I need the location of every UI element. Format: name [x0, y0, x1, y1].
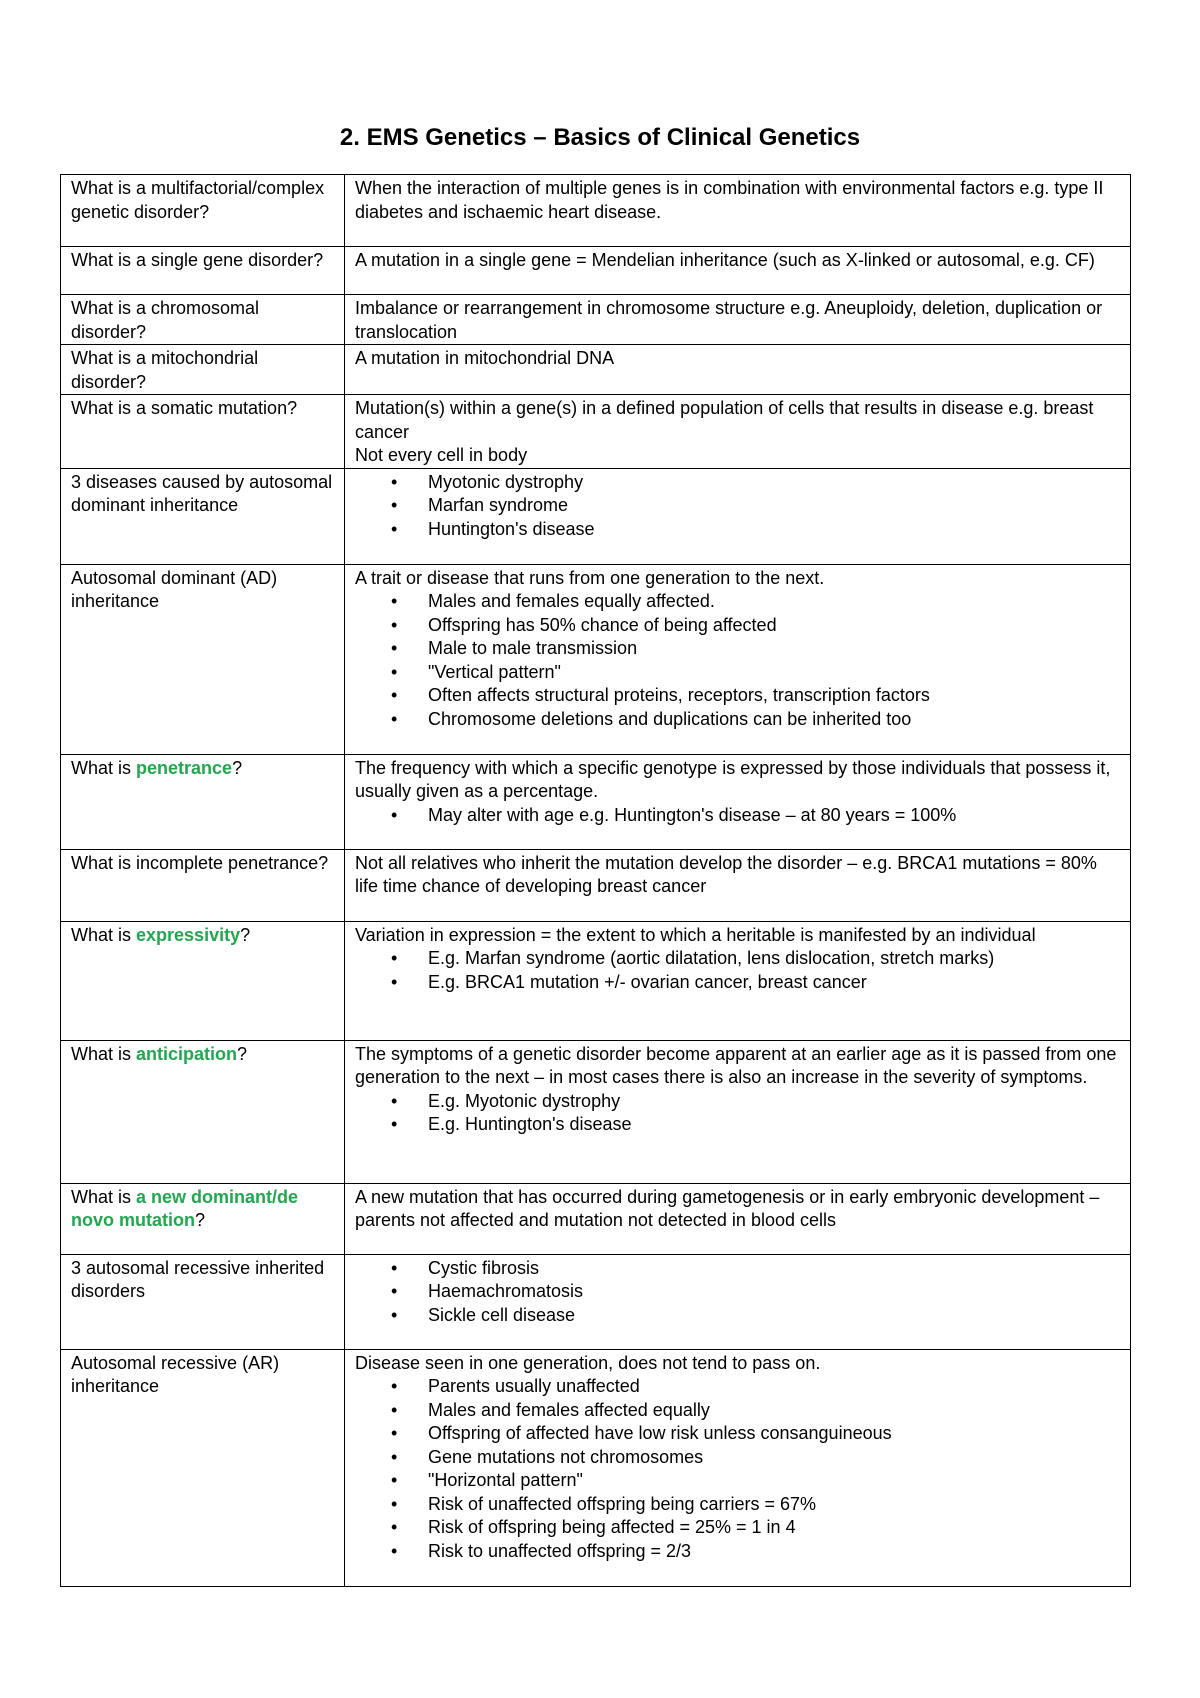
question-text: What is a mitochondrial disorder? — [71, 348, 259, 392]
answer-cell — [345, 921, 1131, 1040]
key-term: a new dominant/de novo mutation — [71, 1186, 299, 1230]
question-cell — [61, 468, 345, 564]
table-row — [61, 1183, 1131, 1254]
answer-text: A mutation in mitochondrial DNA — [355, 348, 615, 368]
genetics-table — [60, 174, 1131, 1587]
question-cell — [61, 295, 345, 345]
list-item: • E.g. Huntington's disease — [355, 1113, 1120, 1137]
question-text: ? — [232, 757, 243, 778]
table-row — [61, 754, 1131, 849]
answer-text: Mutation(s) within a gene(s) in a defined population of cells that results in disease e.g. breast cancer — [355, 398, 1094, 442]
answer-text: Not every cell in body — [355, 445, 528, 465]
question-cell — [61, 395, 345, 469]
list-item: • "Horizontal pattern" — [355, 1469, 1120, 1493]
answer-cell — [345, 754, 1131, 849]
answer-text: A trait or disease that runs from one generation to the next. — [355, 567, 825, 588]
list-item: • Often affects structural proteins, receptors, transcription factors — [355, 684, 1120, 708]
key-term: penetrance — [136, 757, 233, 778]
list-item: • Gene mutations not chromosomes — [355, 1446, 1120, 1470]
question-cell — [61, 754, 345, 849]
table-row — [61, 921, 1131, 1040]
question-cell — [61, 1183, 345, 1254]
answer-text: The frequency with which a specific genotype is expressed by those individuals that possess it, usually given as a percentage. — [355, 757, 1111, 801]
table-row — [61, 175, 1131, 247]
list-item: • Chromosome deletions and duplications can be inherited too — [355, 708, 1120, 732]
list-item: • E.g. Myotonic dystrophy — [355, 1090, 1120, 1114]
question-text: Autosomal dominant (AD) inheritance — [71, 567, 278, 611]
list-item: • Risk of offspring being affected = 25% = 1 in 4 — [355, 1516, 1120, 1540]
list-item: • E.g. BRCA1 mutation +/- ovarian cancer, breast cancer — [355, 971, 1120, 995]
answer-text: A new mutation that has occurred during gametogenesis or in early embryonic development – parents not affected and mutation not detected in blood cells — [355, 1186, 1100, 1230]
question-text: What is a single gene disorder? — [71, 250, 324, 270]
question-text: What is — [71, 924, 137, 945]
answer-cell — [345, 345, 1131, 395]
list-item: • May alter with age e.g. Huntington's disease – at 80 years = 100% — [355, 804, 1120, 828]
table-row — [61, 564, 1131, 754]
answer-cell — [345, 1349, 1131, 1586]
list-item: • Huntington's disease — [355, 518, 1120, 542]
list-item: • Cystic fibrosis — [355, 1257, 1120, 1281]
table-row — [61, 1254, 1131, 1349]
bullet-list — [355, 1257, 1120, 1328]
question-text: What is — [71, 1186, 137, 1207]
question-text: ? — [237, 1043, 248, 1064]
answer-cell — [345, 1040, 1131, 1183]
list-item: • Haemachromatosis — [355, 1280, 1120, 1304]
list-item: • Risk to unaffected offspring = 2/3 — [355, 1540, 1120, 1564]
key-term: expressivity — [136, 924, 241, 945]
page-title: 2. EMS Genetics – Basics of Clinical Genetics — [339, 124, 861, 151]
table-row — [61, 1349, 1131, 1586]
list-item: • Myotonic dystrophy — [355, 471, 1120, 495]
question-text: What is — [71, 757, 137, 778]
question-cell — [61, 1254, 345, 1349]
answer-text: Disease seen in one generation, does not tend to pass on. — [355, 1352, 821, 1373]
list-item: • "Vertical pattern" — [355, 661, 1120, 685]
answer-cell — [345, 1183, 1131, 1254]
answer-text: Variation in expression = the extent to which a heritable is manifested by an individual — [355, 924, 1036, 945]
question-text: 3 autosomal recessive inherited disorders — [71, 1257, 325, 1301]
table-row — [61, 849, 1131, 921]
answer-text: Not all relatives who inherit the mutation develop the disorder – e.g. BRCA1 mutations = 80% life time chance of developing breast cancer — [355, 852, 1097, 896]
key-term: anticipation — [136, 1043, 238, 1064]
answer-text: When the interaction of multiple genes is in combination with environmental factors e.g. type II diabetes and ischaemic heart disease. — [355, 178, 1104, 222]
question-cell — [61, 1349, 345, 1586]
question-cell — [61, 921, 345, 1040]
bullet-list — [355, 590, 1120, 731]
answer-cell — [345, 295, 1131, 345]
question-cell — [61, 1040, 345, 1183]
answer-cell — [345, 849, 1131, 921]
bullet-list — [355, 804, 1120, 828]
list-item: • Marfan syndrome — [355, 494, 1120, 518]
bullet-list — [355, 1090, 1120, 1137]
list-item: • E.g. Marfan syndrome (aortic dilatation, lens dislocation, stretch marks) — [355, 947, 1120, 971]
answer-cell — [345, 468, 1131, 564]
table-row — [61, 1040, 1131, 1183]
list-item: • Risk of unaffected offspring being carriers = 67% — [355, 1493, 1120, 1517]
question-cell — [61, 345, 345, 395]
question-cell — [61, 849, 345, 921]
question-cell — [61, 564, 345, 754]
question-text: What is — [71, 1043, 137, 1064]
list-item: • Males and females affected equally — [355, 1399, 1120, 1423]
table-row — [61, 468, 1131, 564]
answer-cell — [345, 395, 1131, 469]
list-item: • Male to male transmission — [355, 637, 1120, 661]
list-item: • Offspring has 50% chance of being affected — [355, 614, 1120, 638]
question-text: What is a somatic mutation? — [71, 398, 298, 418]
question-text: ? — [240, 924, 251, 945]
question-cell — [61, 175, 345, 247]
table-row — [61, 247, 1131, 295]
answer-cell — [345, 564, 1131, 754]
list-item: • Parents usually unaffected — [355, 1375, 1120, 1399]
question-text: Autosomal recessive (AR) inheritance — [71, 1352, 280, 1396]
answer-cell — [345, 175, 1131, 247]
question-text: What is incomplete penetrance? — [71, 852, 329, 873]
answer-cell — [345, 1254, 1131, 1349]
table-row — [61, 345, 1131, 395]
list-item: • Offspring of affected have low risk unless consanguineous — [355, 1422, 1120, 1446]
answer-text: The symptoms of a genetic disorder become apparent at an earlier age as it is passed from one generation to the next – in most cases there is also an increase in the severity of symptoms. — [355, 1043, 1117, 1087]
bullet-list — [355, 947, 1120, 994]
bullet-list — [355, 1375, 1120, 1563]
question-text: 3 diseases caused by autosomal dominant inheritance — [71, 471, 333, 515]
list-item: • Males and females equally affected. — [355, 590, 1120, 614]
question-text: ? — [195, 1210, 206, 1230]
question-text: What is a chromosomal disorder? — [71, 298, 260, 342]
bullet-list — [355, 471, 1120, 542]
question-cell — [61, 247, 345, 295]
question-text: What is a multifactorial/complex genetic disorder? — [71, 178, 325, 222]
table-row — [61, 395, 1131, 469]
answer-cell — [345, 247, 1131, 295]
list-item: • Sickle cell disease — [355, 1304, 1120, 1328]
table-row — [61, 295, 1131, 345]
answer-text: Imbalance or rearrangement in chromosome structure e.g. Aneuploidy, deletion, duplication or translocation — [355, 298, 1103, 342]
answer-text: A mutation in a single gene = Mendelian inheritance (such as X-linked or autosomal, e.g. CF) — [355, 250, 1095, 270]
